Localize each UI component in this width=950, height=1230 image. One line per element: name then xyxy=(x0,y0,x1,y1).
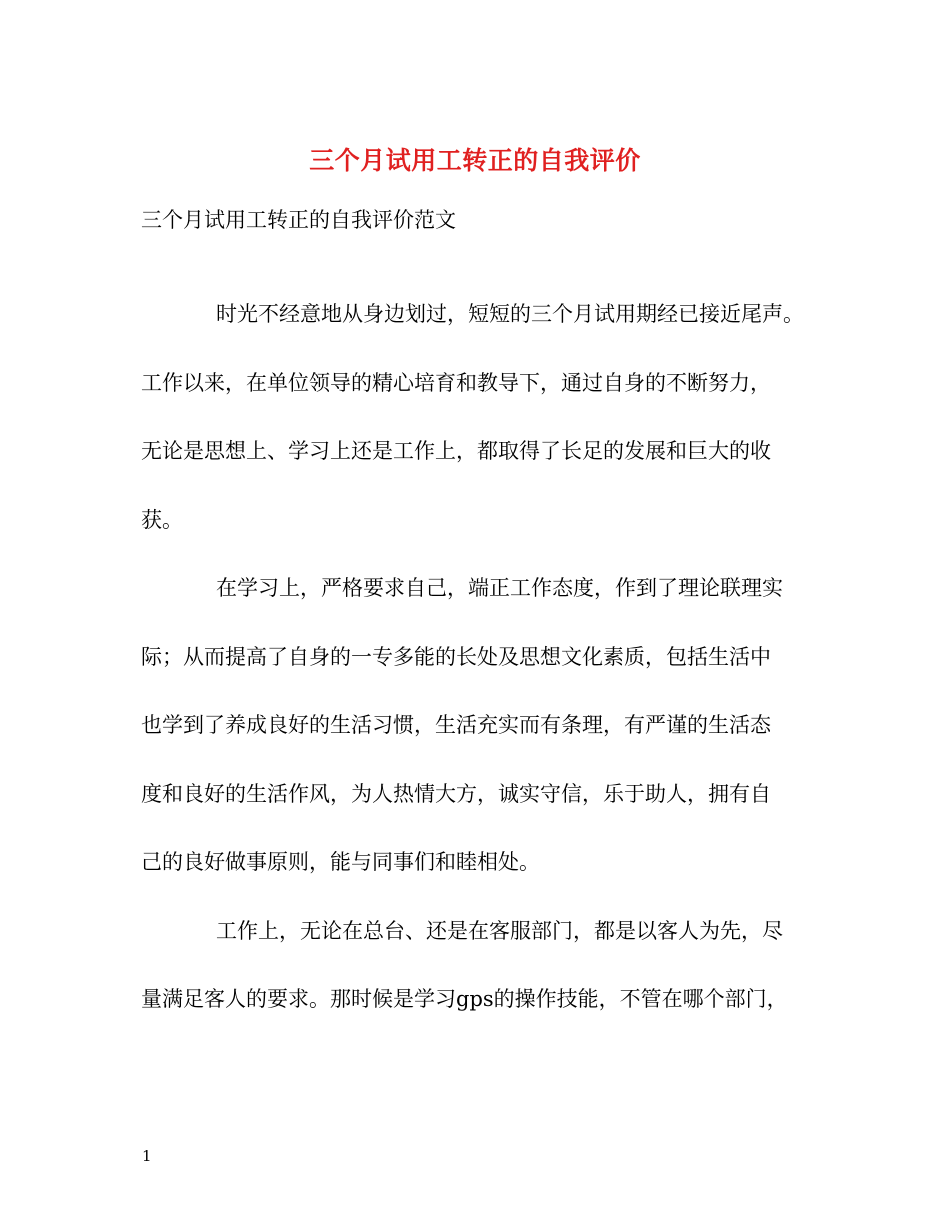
document-title: 三个月试用工转正的自我评价 xyxy=(309,146,641,175)
paragraph-1 xyxy=(141,280,806,554)
page-number: 1 xyxy=(142,1147,152,1165)
paragraph-line: 己的良好做事原则，能与同事们和睦相处。 xyxy=(141,850,540,874)
paragraph-line: 工作以来，在单位领导的精心培育和教导下，通过自身的不断努力， xyxy=(141,370,771,395)
paragraph-line: 无论是思想上、学习上还是工作上，都取得了长足的发展和巨大的收 xyxy=(141,439,771,463)
paragraph-line: 在学习上，严格要求自己，端正工作态度，作到了理论联理实 xyxy=(216,576,783,600)
paragraph-line: 际；从而提高了自身的一专多能的长处及思想文化素质，包括生活中 xyxy=(141,644,771,669)
paragraph-line: 度和良好的生活作风，为人热情大方，诚实守信，乐于助人，拥有自 xyxy=(141,781,771,806)
document-subtitle: 三个月试用工转正的自我评价范文 xyxy=(141,208,456,232)
paragraph-line: 工作上，无论在总台、还是在客服部门，都是以客人为先，尽 xyxy=(216,918,783,943)
paragraph-line: 获。 xyxy=(141,507,183,532)
paragraph-line: 也学到了养成良好的生活习惯，生活充实而有条理，有严谨的生活态 xyxy=(141,713,771,737)
paragraph-line: 时光不经意地从身边划过，短短的三个月试用期经已接近尾声。 xyxy=(216,302,804,326)
paragraph-3 xyxy=(141,897,806,1034)
paragraph-line: 量满足客人的要求。那时候是学习gps的操作技能，不管在哪个部门， xyxy=(141,987,788,1011)
paragraph-2 xyxy=(141,554,806,897)
document-body xyxy=(141,280,806,1034)
